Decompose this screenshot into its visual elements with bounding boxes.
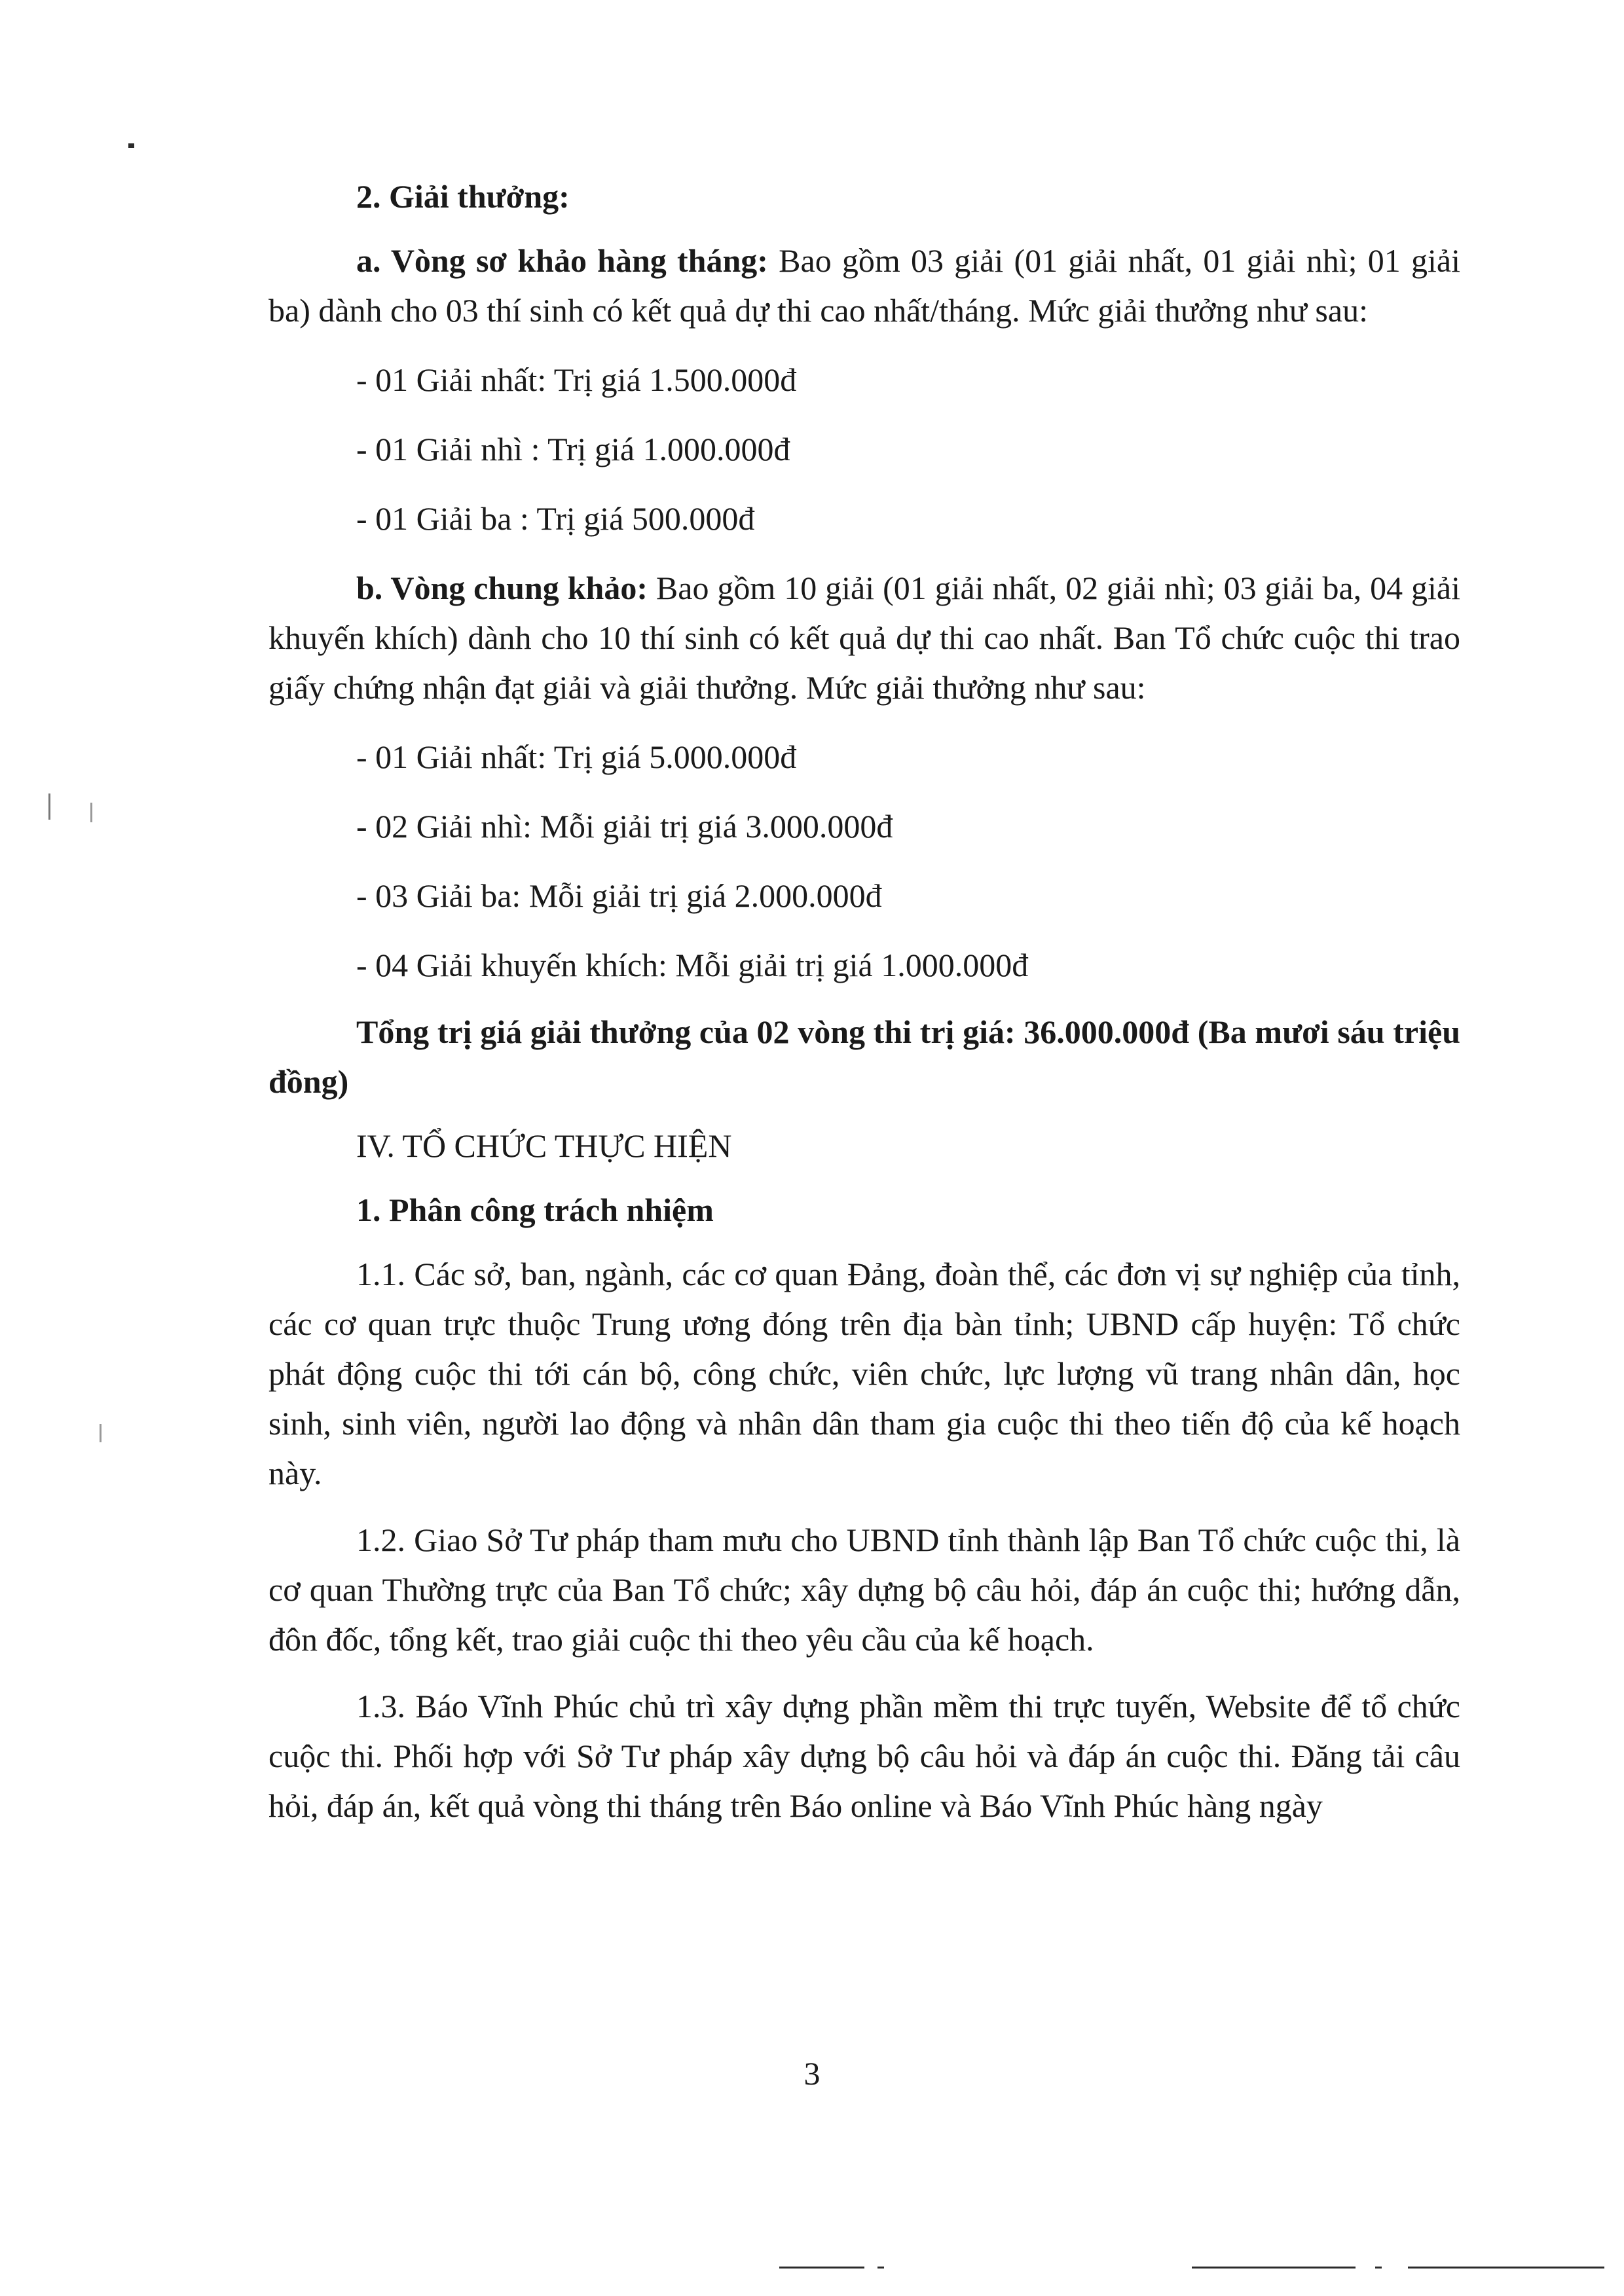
paragraph-b-label: b. Vòng chung khảo: <box>356 570 648 606</box>
paragraph-1-2: 1.2. Giao Sở Tư pháp tham mưu cho UBND tỉnh thành lập Ban Tổ chức cuộc thi, là cơ quan Thường trực của Ban Tổ chức; xây dựng bộ câu hỏi, đáp án cuộc thi; hướng dẫn, đôn đốc, tổng kết, trao giải cuộc thi theo yêu cầu của kế hoạch. <box>268 1522 1460 1658</box>
paragraph-a-label: a. Vòng sơ khảo hàng tháng: <box>356 242 768 279</box>
footer-rule <box>1192 2267 1356 2269</box>
scan-tick-mark <box>100 1424 101 1442</box>
footer-rule <box>877 2267 884 2269</box>
paragraph-1-3: 1.3. Báo Vĩnh Phúc chủ trì xây dựng phần mềm thi trực tuyến, Website để tổ chức cuộc thi. Phối hợp với Sở Tư pháp xây dựng bộ câu hỏi và đáp án cuộc thi. Đăng tải câu hỏi, đáp án, kết quả vòng thi tháng trên Báo online và Báo Vĩnh Phúc hàng ngày <box>268 1688 1460 1824</box>
section-iv-title: IV. TỔ CHỨC THỰC HIỆN <box>356 1127 732 1164</box>
prize-item: - 03 Giải ba: Mỗi giải trị giá 2.000.000đ <box>356 877 882 914</box>
paragraph-a-text: Bao gồm 03 giải (01 giải nhất, 01 giải nhì; 01 giải ba) dành cho 03 thí sinh có kết quả dự thi cao nhất/tháng. Mức giải thưởng như sau: <box>268 242 1460 329</box>
footer-rule <box>1408 2267 1604 2269</box>
prize-item: - 01 Giải ba : Trị giá 500.000đ <box>356 500 755 537</box>
paragraph-b <box>268 563 1460 712</box>
page-number: 3 <box>803 2055 821 2092</box>
paragraph-a <box>268 236 1460 335</box>
document-body <box>268 172 1460 1831</box>
footer-rule <box>779 2267 864 2269</box>
prize-item: - 01 Giải nhì : Trị giá 1.000.000đ <box>356 431 790 467</box>
prize-item: - 01 Giải nhất: Trị giá 5.000.000đ <box>356 738 797 775</box>
prize-item: - 01 Giải nhất: Trị giá 1.500.000đ <box>356 361 797 398</box>
prize-item: - 02 Giải nhì: Mỗi giải trị giá 3.000.000đ <box>356 808 893 845</box>
paragraph-1-1: 1.1. Các sở, ban, ngành, các cơ quan Đảng, đoàn thể, các đơn vị sự nghiệp của tỉnh, các cơ quan trực thuộc Trung ương đóng trên địa bàn tỉnh; UBND cấp huyện: Tổ chức phát động cuộc thi tới cán bộ, công chức, viên chức, lực lượng vũ trang nhân dân, học sinh, sinh viên, người lao động và nhân dân tham gia cuộc thi theo tiến độ của kế hoạch này. <box>268 1256 1460 1491</box>
section-1-title: 1. Phân công trách nhiệm <box>356 1192 714 1228</box>
scan-bracket-mark <box>90 803 92 822</box>
scan-bracket-mark <box>48 793 50 820</box>
footer-rule <box>1375 2267 1382 2269</box>
paragraph-b-text: Bao gồm 10 giải (01 giải nhất, 02 giải nhì; 03 giải ba, 04 giải khuyến khích) dành cho 10 thí sinh có kết quả dự thi cao nhất. Ban Tổ chức cuộc thi trao giấy chứng nhận đạt giải và giải thưởng. Mức giải thưởng như sau: <box>268 570 1460 706</box>
total-prize-value: Tổng trị giá giải thưởng của 02 vòng thi trị giá: 36.000.000đ (Ba mươi sáu triệu đồng) <box>268 1013 1460 1100</box>
prize-item: - 04 Giải khuyến khích: Mỗi giải trị giá 1.000.000đ <box>356 947 1029 983</box>
scan-speck <box>128 143 134 148</box>
section-2-title: 2. Giải thưởng: <box>356 178 570 215</box>
